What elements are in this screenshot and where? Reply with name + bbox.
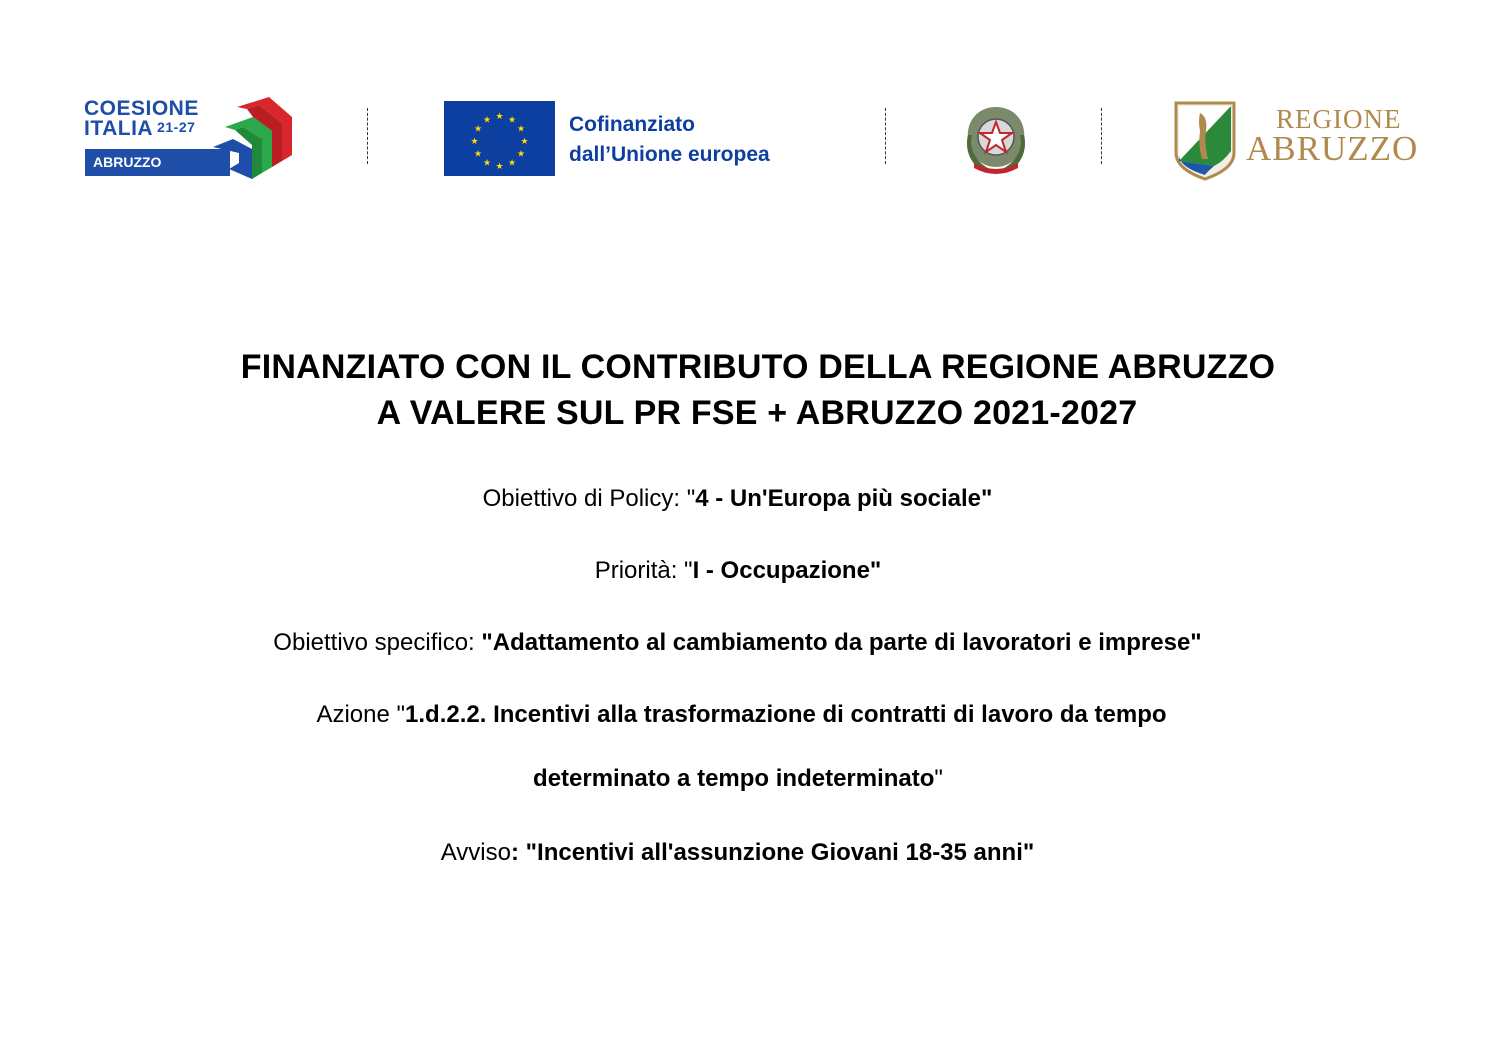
italian-republic-emblem-icon — [960, 101, 1032, 177]
action-value-2: determinato a tempo indeterminato — [533, 765, 935, 792]
logo-divider — [885, 108, 886, 164]
svg-text:★: ★ — [516, 124, 526, 135]
notice — [0, 839, 1475, 867]
svg-text:★: ★ — [495, 162, 504, 172]
specific-objective — [0, 629, 1475, 657]
heading-line1: FINANZIATO CON IL CONTRIBUTO DELLA REGIONE ABRUZZO — [240, 348, 1276, 386]
coesione-italia-logo — [84, 97, 299, 187]
coesione-logo-line1: COESIONE — [84, 97, 199, 120]
action-label: Azione " — [316, 701, 406, 728]
priority — [0, 557, 1476, 585]
svg-text:★: ★ — [520, 137, 529, 147]
regione-text-line2: ABRUZZO — [1246, 129, 1419, 168]
policy-value: 4 - Un'Europa più sociale" — [695, 485, 993, 512]
action-line1 — [0, 701, 1483, 729]
notice-value: : "Incentivi all'assunzione Giovani 18-35 anni" — [510, 839, 1035, 866]
svg-text:★: ★ — [482, 158, 492, 169]
priority-value: I - Occupazione" — [692, 557, 882, 584]
specific-label: Obiettivo specifico: — [273, 629, 482, 656]
logo-divider — [367, 108, 368, 164]
svg-text:★: ★ — [482, 115, 492, 126]
coesione-logo-italia: ITALIA — [84, 117, 154, 140]
coesione-logo-years: 21-27 — [157, 119, 196, 135]
specific-value: "Adattamento al cambiamento da parte di lavoratori e imprese" — [481, 629, 1202, 656]
notice-label: Avviso — [440, 839, 511, 866]
action-value-1: 1.d.2.2. Incentivi alla trasformazione di contratti di lavoro da tempo — [405, 701, 1167, 728]
regione-text-line1: REGIONE — [1276, 104, 1402, 134]
eu-text-line2: dall’Unione europea — [569, 143, 770, 166]
action-close: " — [934, 765, 943, 792]
action-line2 — [0, 765, 1476, 793]
svg-text:★: ★ — [473, 124, 483, 135]
logo-bar — [0, 0, 1497, 200]
policy-label: Obiettivo di Policy: " — [482, 485, 696, 512]
svg-text:★: ★ — [470, 137, 479, 147]
svg-text:★: ★ — [507, 115, 517, 126]
svg-text:★: ★ — [473, 149, 483, 160]
svg-text:★: ★ — [507, 158, 517, 169]
eu-text-line1: Cofinanziato — [569, 113, 695, 136]
coesione-logo-region: ABRUZZO — [93, 154, 162, 170]
heading-line2: A VALERE SUL PR FSE + ABRUZZO 2021-2027 — [376, 394, 1138, 432]
svg-text:★: ★ — [516, 149, 526, 160]
regione-abruzzo-shield-icon — [1174, 101, 1236, 181]
coesione-logo-line2 — [84, 117, 195, 141]
priority-label: Priorità: " — [594, 557, 693, 584]
logo-divider — [1101, 108, 1102, 164]
policy-objective — [0, 485, 1475, 513]
eu-flag-icon — [444, 101, 555, 176]
svg-text:★: ★ — [495, 112, 504, 122]
eu-cofinanced-text — [569, 110, 770, 170]
coesione-3d-mark-icon — [209, 97, 299, 182]
